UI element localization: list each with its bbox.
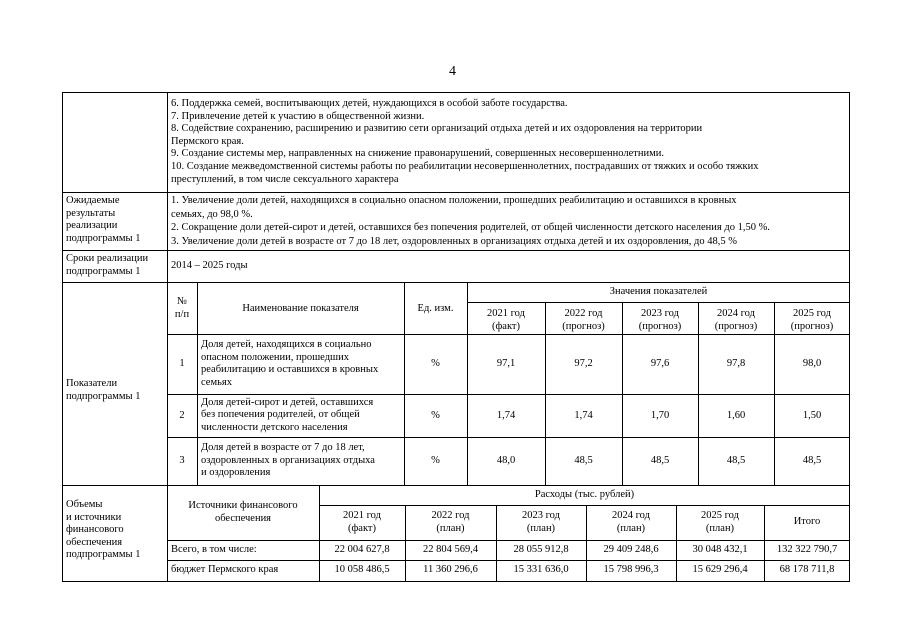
indicator-unit: % [431, 409, 440, 421]
finance-source: Всего, в том числе: [171, 544, 257, 555]
task-line: преступлений, в том числе сексуального характера [171, 173, 399, 185]
year-header: 2022 год [564, 308, 603, 319]
year-header: (прогноз) [714, 320, 758, 332]
indicator-name: Доля детей, находящихся в социально [201, 339, 372, 350]
task-line: Пермского края. [171, 135, 244, 147]
indicator-value: 97,1 [496, 358, 516, 369]
year-header: 2023 год [522, 510, 560, 521]
finance-value: 30 048 432,1 [692, 544, 748, 555]
indicator-value: 1,60 [726, 409, 746, 421]
indicator-name: численности детского населения [201, 421, 348, 433]
expected-label: результаты [66, 207, 116, 219]
year-header: (план) [705, 522, 735, 534]
task-line: 9. Создание системы мер, направленных на снижение правонарушений, совершенных несовершеннолетними. [171, 148, 664, 160]
expected-item: семьях, до 98,0 %. [171, 208, 253, 220]
row-divider [167, 394, 850, 395]
col-source-header: обеспечения [214, 512, 272, 524]
col-no-header: п/п [174, 308, 190, 320]
expected-label: Ожидаемые [66, 195, 120, 206]
finance-label: обеспечения [66, 536, 123, 548]
indicator-unit: % [431, 358, 440, 369]
section-divider [62, 250, 850, 251]
col-source-header: Источники финансового [188, 500, 298, 511]
section-divider [62, 282, 850, 283]
col-name-header: Наименование показателя [242, 303, 359, 314]
indicators-label: подпрограммы 1 [66, 390, 141, 402]
col-unit-header: Ед. изм. [417, 303, 454, 314]
indicator-name: реабилитацию и оставшихся в кровных [201, 364, 379, 375]
year-header: 2024 год [717, 308, 755, 319]
col-no-header: № [176, 296, 188, 307]
indicator-name: оздоровленных в организациях отдыха [201, 454, 375, 466]
year-header: (прогноз) [790, 320, 834, 332]
finance-value: 132 322 790,7 [776, 544, 838, 555]
finance-label: подпрограммы 1 [66, 549, 141, 560]
indicator-name: и оздоровления [201, 467, 271, 479]
finance-source: бюджет Пермского края [171, 564, 279, 575]
indicator-value: 48,0 [496, 455, 516, 466]
finance-header-line [167, 540, 850, 541]
expected-item: 1. Увеличение доли детей, находящихся в социально опасном положении, прошедших реабилитацию и оставшихся в кровных [171, 195, 737, 206]
task-line: 10. Создание межведомственной системы работы по реабилитации несовершеннолетних, пострадавших от тяжких и особо тяжких [171, 161, 759, 172]
expenses-header: Расходы (тыс. рублей) [534, 489, 635, 500]
values-header-line [467, 302, 850, 303]
indicator-value: 48,5 [650, 455, 670, 466]
year-header: (прогноз) [562, 320, 605, 332]
terms-value: 2014 – 2025 годы [171, 260, 248, 271]
year-header: 2025 год [793, 308, 831, 319]
finance-value: 15 331 636,0 [513, 564, 569, 575]
indicator-name: Доля детей в возрасте от 7 до 18 лет, [201, 442, 365, 454]
finance-value: 29 409 248,6 [603, 544, 659, 555]
row-divider [167, 437, 850, 438]
indicator-value: 97,2 [574, 358, 593, 369]
section-divider [62, 192, 850, 193]
year-header: 2023 год [641, 308, 679, 319]
indicators-label: Показатели [66, 378, 118, 389]
indicator-name: Доля детей-сирот и детей, оставшихся [201, 396, 374, 408]
indicator-no: 2 [179, 409, 185, 421]
finance-value: 15 798 996,3 [603, 564, 659, 575]
indicator-value: 98,0 [802, 358, 822, 369]
year-header: (факт) [491, 320, 520, 332]
indicator-value: 97,8 [726, 358, 746, 369]
task-line: 7. Привлечение детей к участию в общественной жизни. [171, 110, 425, 122]
finance-label: финансового [66, 524, 124, 535]
indicator-name: опасном положении, прошедших [201, 351, 349, 363]
indicator-value: 48,5 [574, 455, 593, 466]
task-line: 8. Содействие сохранению, расширению и развитию сети организаций отдыха детей и их оздоровления на территории [171, 123, 703, 135]
page-number: 4 [449, 64, 456, 79]
indicator-value: 48,5 [802, 455, 822, 466]
year-header: (прогноз) [638, 320, 682, 332]
finance-value: 15 629 296,4 [692, 564, 748, 575]
indicator-unit: % [431, 455, 440, 466]
year-header: 2022 год [431, 510, 470, 521]
year-header: 2024 год [612, 510, 650, 521]
expected-label: подпрограммы 1 [66, 232, 141, 244]
year-header: 2021 год [343, 510, 381, 521]
year-header: (факт) [347, 522, 376, 534]
expenses-header-line [319, 505, 850, 506]
indicator-value: 1,70 [650, 409, 670, 421]
finance-value: 68 178 711,8 [779, 564, 835, 575]
finance-value: 28 055 912,8 [513, 544, 569, 555]
indicator-no: 1 [179, 358, 185, 369]
indicator-value: 1,50 [802, 409, 822, 421]
finance-value: 10 058 486,5 [334, 564, 390, 575]
task-line: 6. Поддержка семей, воспитывающих детей, нуждающихся в особой заботе государства. [171, 98, 568, 109]
indicator-name: семьях [201, 376, 232, 388]
year-header: (план) [526, 522, 556, 534]
row-divider [167, 560, 850, 561]
year-header: (план) [616, 522, 646, 534]
year-header: (план) [436, 522, 465, 534]
terms-label: подпрограммы 1 [66, 265, 141, 277]
values-header: Значения показателей [609, 286, 708, 297]
indicators-header-line [167, 334, 850, 335]
terms-label: Сроки реализации [66, 253, 149, 264]
indicator-value: 48,5 [726, 455, 746, 466]
finance-value: 11 360 296,6 [423, 564, 478, 575]
year-header: 2025 год [701, 510, 739, 521]
finance-label: и источники [66, 511, 122, 523]
finance-value: 22 804 569,4 [422, 544, 479, 555]
expected-item: 2. Сокращение доли детей-сирот и детей, оставшихся без попечения родителей, от общей численности детского населения до 1,50 %. [171, 222, 770, 234]
expected-label: реализации [66, 220, 118, 231]
year-header: 2021 год [487, 308, 525, 319]
finance-value: 22 004 627,8 [334, 544, 390, 555]
indicator-no: 3 [179, 455, 185, 466]
indicator-value: 97,6 [650, 358, 670, 369]
finance-label: Объемы [66, 499, 103, 510]
total-header: Итого [793, 516, 821, 527]
indicator-name: без попечения родителей, от общей [201, 409, 360, 421]
expected-item: 3. Увеличение доли детей в возрасте от 7 до 18 лет, оздоровленных в организациях отдыха детей и их оздоровления, до 48,5 % [171, 235, 737, 247]
indicator-value: 1,74 [496, 409, 516, 421]
section-divider [62, 485, 850, 486]
indicator-value: 1,74 [574, 409, 593, 421]
